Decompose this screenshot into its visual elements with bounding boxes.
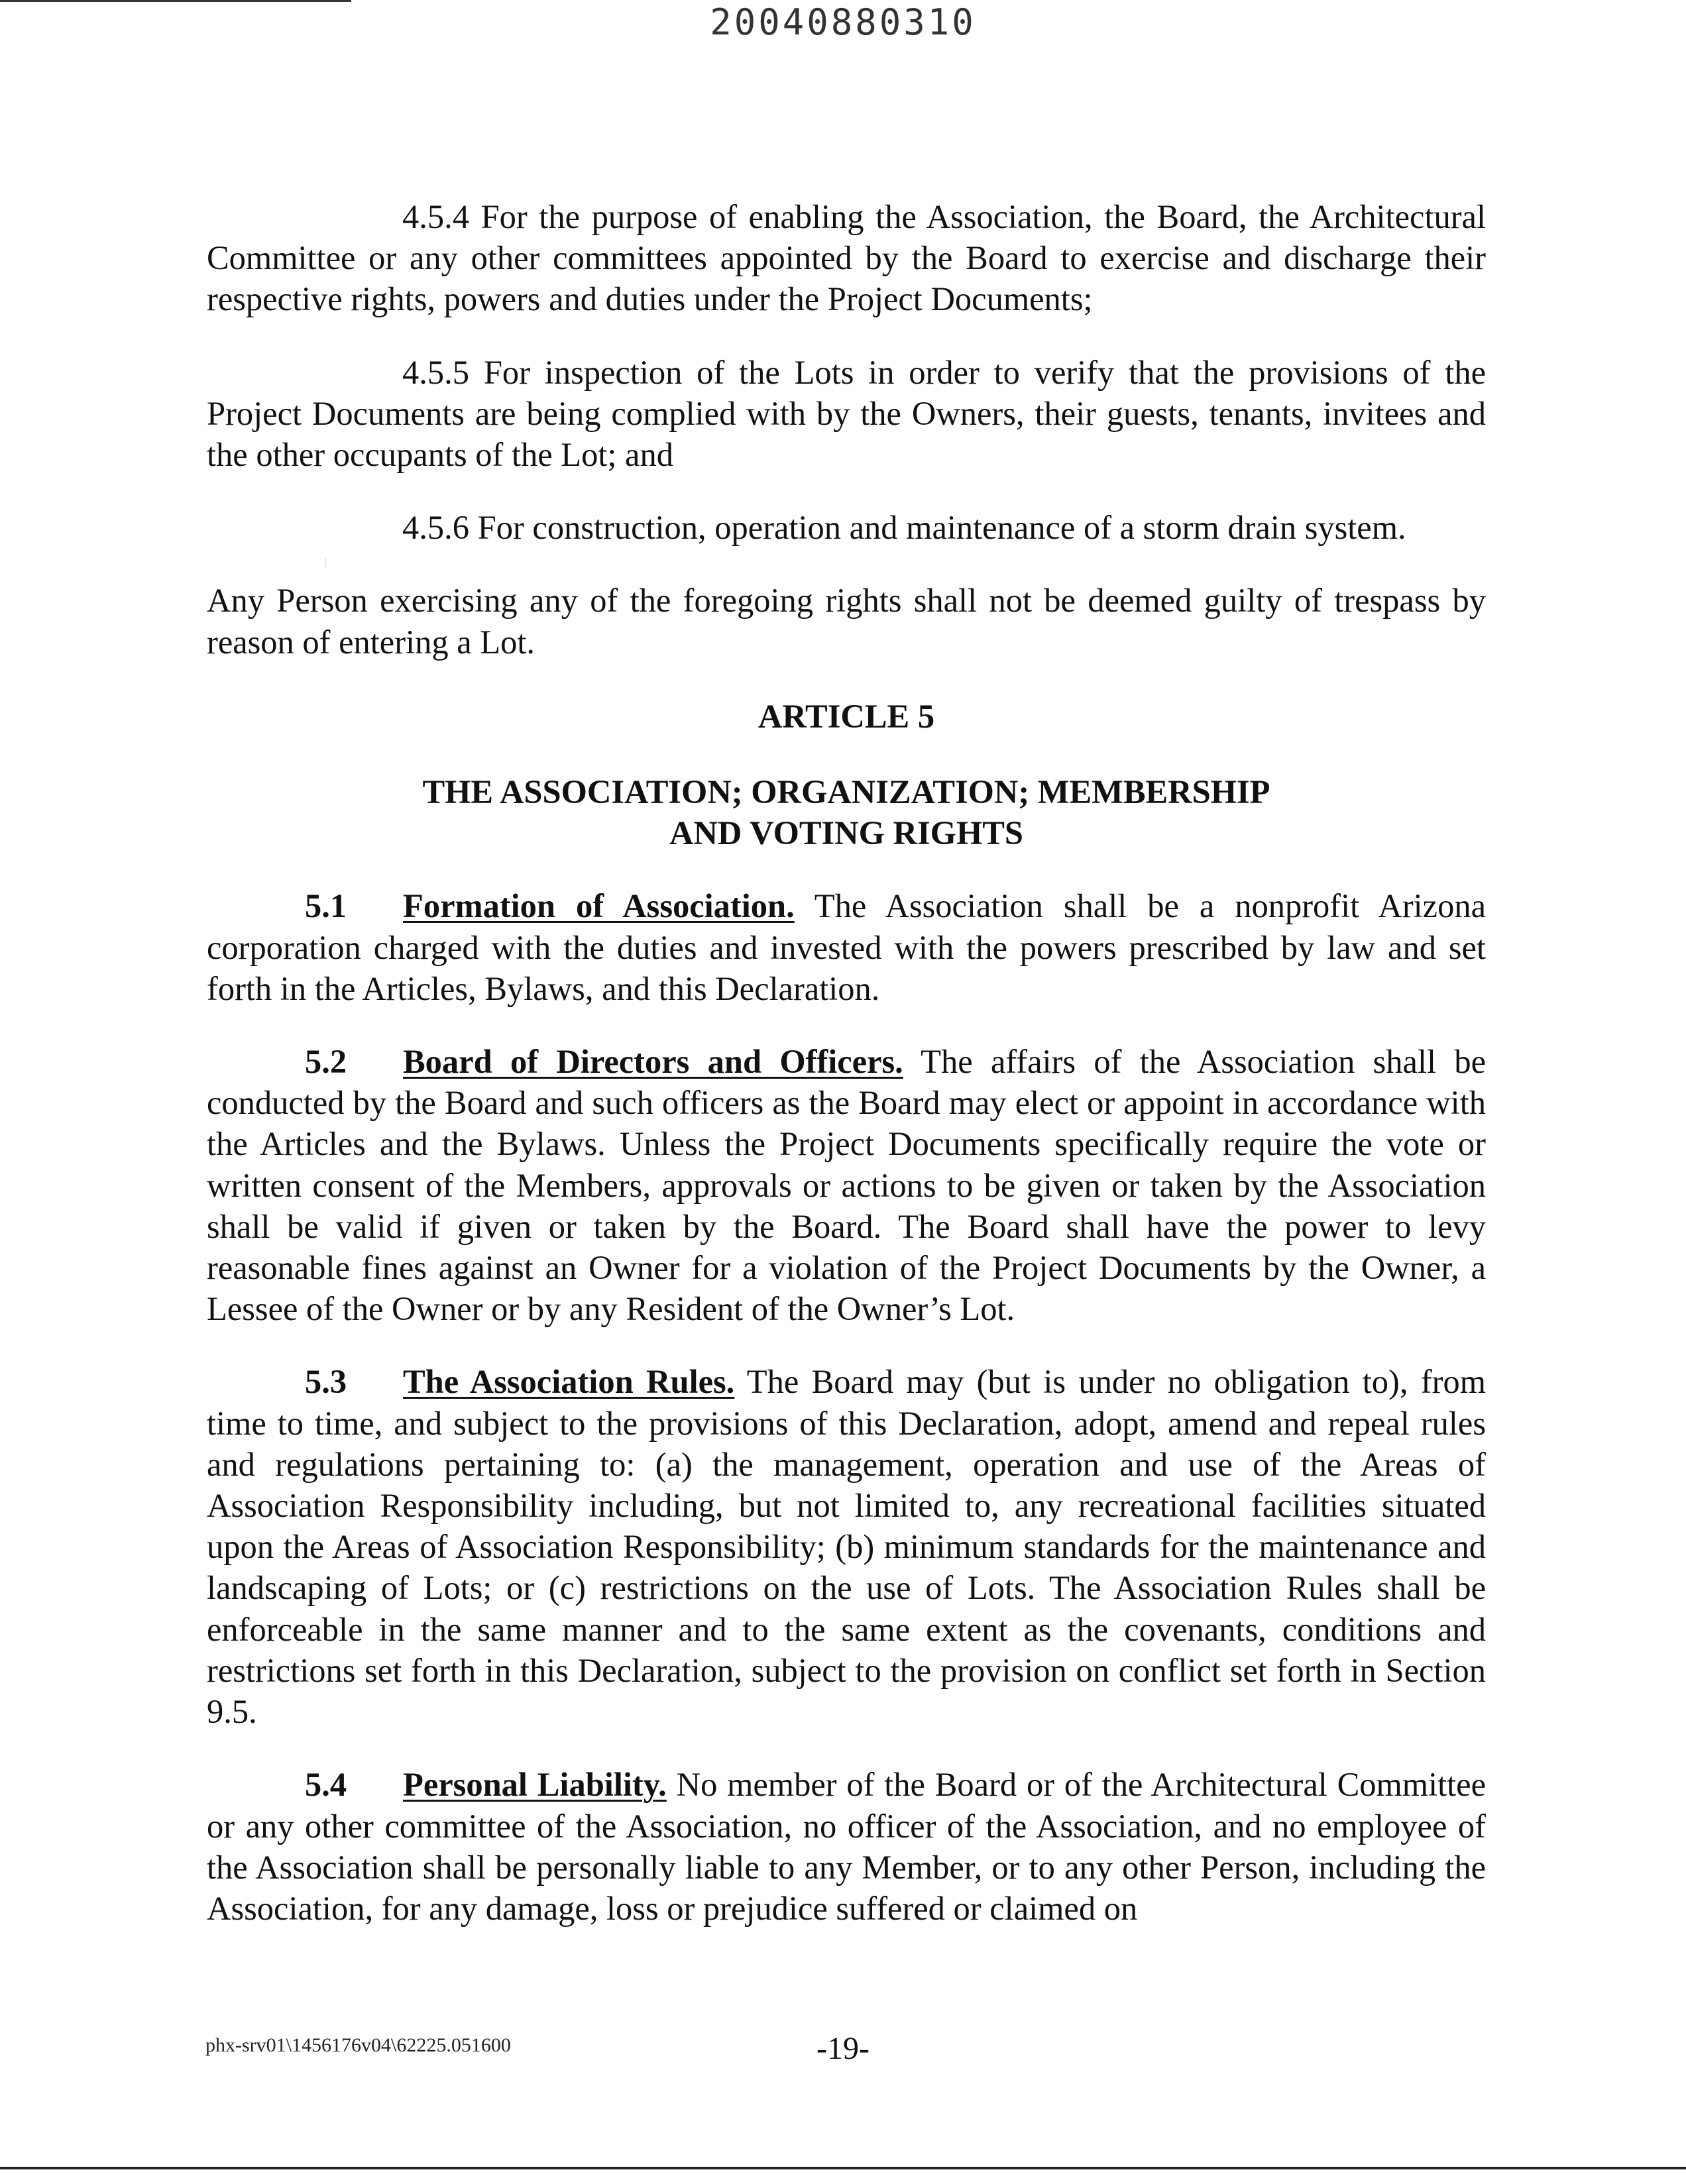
section-body: The Board may (but is under no obligation to), from time to time, and subject to the provisions of this Declaration, adopt, amend and repeal rules and regulations pertaining to: (a) the management, operation and use of the Areas of Association Responsibility including, but not limited to, any recreational facilities situated upon the Areas of Association Responsibility; (b) minimum standards for the maintenance and landscaping of Lots; or (c) restrictions on the use of Lots. The Association Rules shall be enforceable in the same manner and to the same extent as the covenants, conditions and restrictions set forth in this Declaration, subject to the provision on conflict set forth in Section 9.5.	[207, 1363, 1486, 1731]
section-body: The affairs of the Association shall be conducted by the Board and such officers as the Board may elect or appoint in accordance with the Articles and the Bylaws. Unless the Project Documents specifically require the vote or written consent of the Members, approvals or actions to be given or taken by the Association shall be valid if given or taken by the Board. The Board shall have the power to levy reasonable fines against an Owner for a violation of the Project Documents by the Owner, a Lessee of the Owner or by any Resident of the Owner’s Lot.	[207, 1043, 1486, 1328]
paragraph-4-5-5: 4.5.5 For inspection of the Lots in order to verify that the provisions of the Project Documents are being complied with by the Owners, their guests, tenants, invitees and the other occupants of the Lot; and	[207, 353, 1486, 474]
section-number: 5.2	[305, 1043, 347, 1081]
section-title: Personal Liability.	[403, 1766, 667, 1804]
section-number: 5.4	[305, 1766, 347, 1804]
section-5-1	[207, 885, 1486, 1009]
section-body: The Association shall be a nonprofit Arizona corporation charged with the duties and invested with the powers prescribed by law and set forth in the Articles, Bylaws, and this Declaration.	[207, 887, 1486, 1007]
section-5-4	[207, 1764, 1486, 1929]
paragraph-trespass: Any Person exercising any of the foregoing rights shall not be deemed guilty of trespass by reason of entering a Lot.	[207, 582, 1486, 661]
document-number: 20040880310	[710, 1, 976, 43]
section-number: 5.3	[305, 1363, 347, 1401]
section-title: Formation of Association.	[403, 887, 795, 925]
article-title-line-1: THE ASSOCIATION; ORGANIZATION; MEMBERSHIP	[422, 773, 1270, 811]
footer-file-reference: phx-srv01\1456176v04\62225.051600	[205, 2034, 511, 2056]
section-number: 5.1	[305, 887, 347, 925]
page-body	[207, 196, 1486, 1961]
section-title: Board of Directors and Officers.	[403, 1043, 903, 1081]
section-title: The Association Rules.	[403, 1363, 735, 1401]
article-title-line-2: AND VOTING RIGHTS	[669, 814, 1024, 852]
paragraph-4-5-6: 4.5.6 For construction, operation and maintenance of a storm drain system.	[402, 509, 1406, 547]
article-heading: ARTICLE 5	[758, 697, 935, 735]
bottom-rule	[0, 2167, 1686, 2169]
section-body: No member of the Board or of the Architectural Committee or any other committee of the Association, no officer of the Association, and no employee of the Association shall be personally liable to any Member, or to any other Person, including the Association, for any damage, loss or prejudice suffered or claimed on	[207, 1766, 1486, 1927]
section-5-3	[207, 1361, 1486, 1732]
section-5-2	[207, 1041, 1486, 1329]
paragraph-4-5-4: 4.5.4 For the purpose of enabling the Association, the Board, the Architectural Committee or any other committees appointed by the Board to exercise and discharge their respective rights, powers and duties under the Project Documents;	[207, 198, 1486, 318]
page-number: -19-	[816, 2031, 870, 2066]
